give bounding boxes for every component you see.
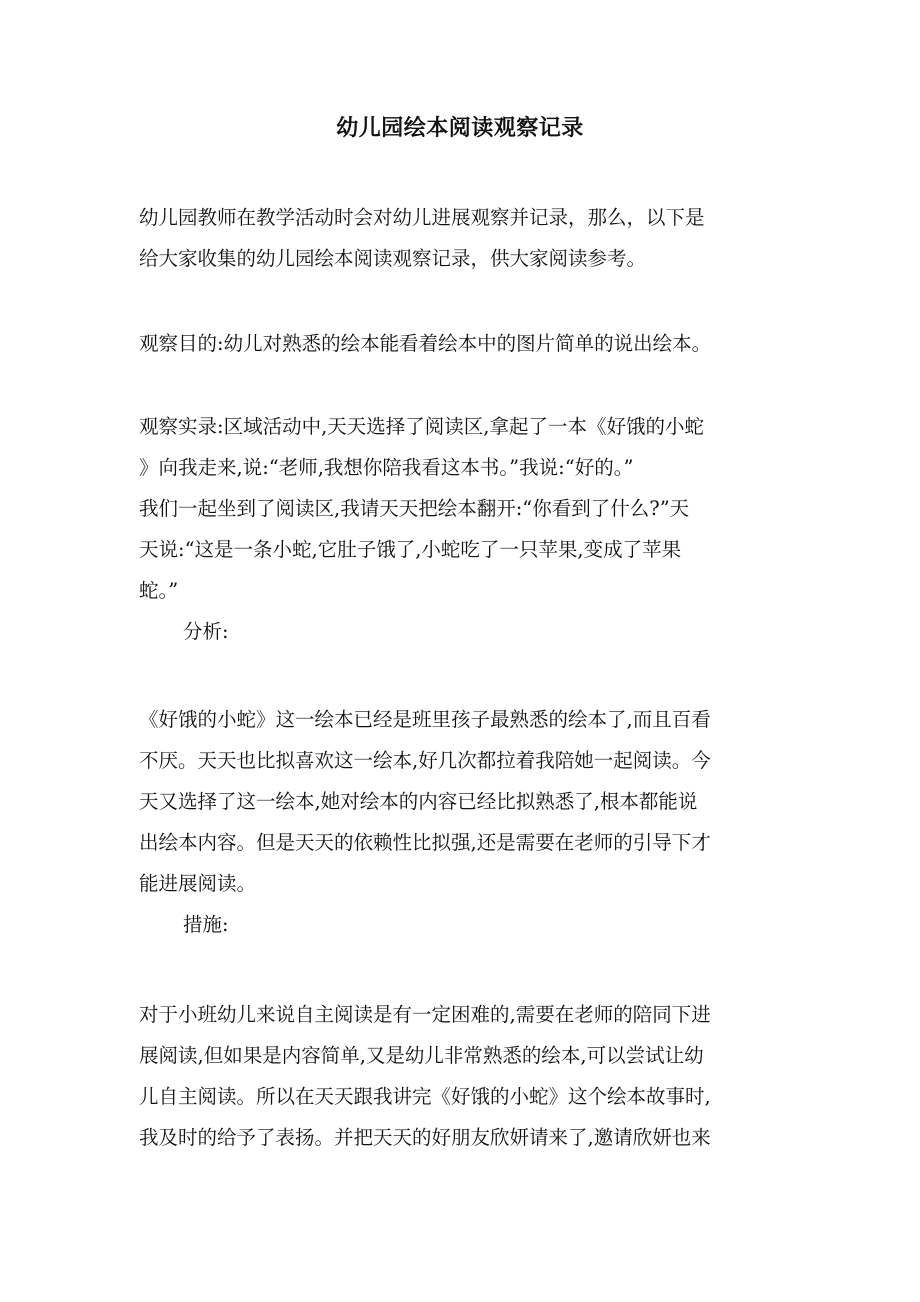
text-line: 能进展阅读。 <box>139 872 257 895</box>
text-line: 儿自主阅读。所以在天天跟我讲完《好饿的小蛇》这个绘本故事时, <box>139 1085 711 1108</box>
text-line: 幼儿园教师在教学活动时会对幼儿进展观察并记录，那么，以下是 <box>139 206 705 229</box>
text-line: 天说:“这是一条小蛇,它肚子饿了,小蛇吃了一只苹果,变成了苹果 <box>139 538 682 561</box>
text-line: 我们一起坐到了阅读区,我请天天把绘本翻开:“你看到了什么?”天 <box>139 497 690 520</box>
text-line: 天又选择了这一绘本,她对绘本的内容已经比拟熟悉了,根本都能说 <box>139 790 698 813</box>
document-title: 幼儿园绘本阅读观察记录 <box>336 115 584 141</box>
text-line: 展阅读,但如果是内容简单,又是幼儿非常熟悉的绘本,可以尝试让幼 <box>139 1044 704 1067</box>
text-line: 我及时的给予了表扬。并把天天的好朋友欣妍请来了,邀请欣妍也来 <box>139 1126 711 1149</box>
text-line: 观察目的:幼儿对熟悉的绘本能看着绘本中的图片简单的说出绘本。 <box>139 332 712 355</box>
text-line: 不厌。天天也比拟喜欢这一绘本,好几次都拉着我陪她一起阅读。今 <box>139 749 711 772</box>
intro-paragraph <box>139 197 781 279</box>
measures-heading: 措施: <box>183 913 229 936</box>
text-line: 观察实录:区域活动中,天天选择了阅读区,拿起了一本《好饿的小蛇 <box>139 415 704 438</box>
text-line: 对于小班幼儿来说自主阅读是有一定困难的,需要在老师的陪同下进 <box>139 1003 711 1026</box>
record-paragraph <box>139 406 781 652</box>
analysis-heading: 分析: <box>183 620 229 643</box>
text-line: 《好饿的小蛇》这一绘本已经是班里孩子最熟悉的绘本了,而且百看 <box>139 708 711 731</box>
analysis-paragraph <box>139 699 781 945</box>
measures-paragraph <box>139 994 781 1158</box>
text-line: 蛇。” <box>139 579 179 602</box>
text-line: 给大家收集的幼儿园绘本阅读观察记录，供大家阅读参考。 <box>139 247 647 270</box>
purpose-paragraph <box>139 323 781 364</box>
text-line: 出绘本内容。但是天天的依赖性比拟强,还是需要在老师的引导下才 <box>139 831 711 854</box>
text-line: 》向我走来,说:“老师,我想你陪我看这本书。”我说:“好的。” <box>139 456 634 479</box>
